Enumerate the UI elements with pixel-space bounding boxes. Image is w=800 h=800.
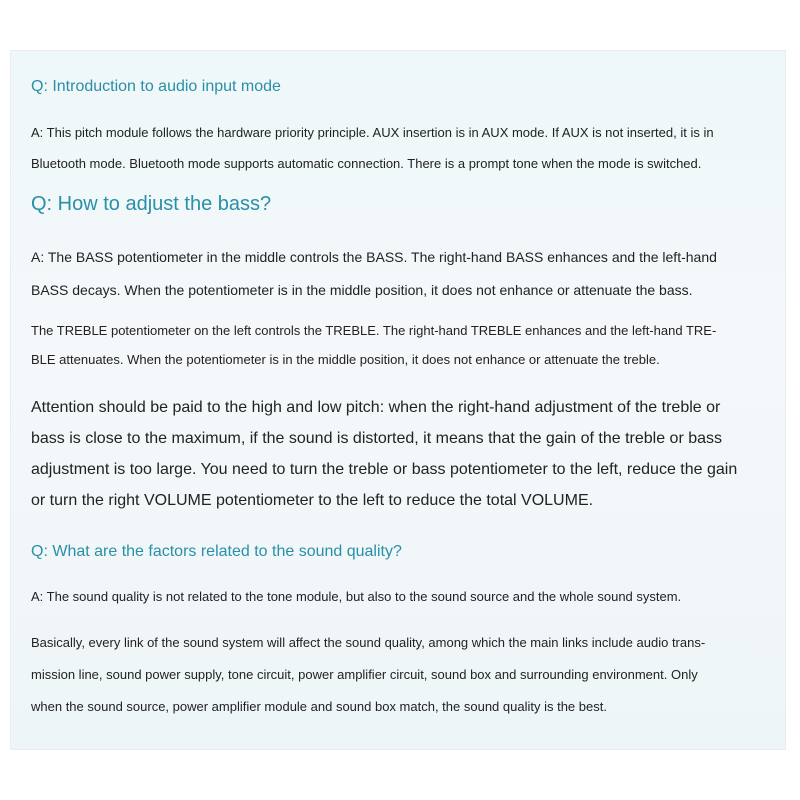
faq-answer-sound-quality [31,587,771,607]
faq-question-bass: Q: How to adjust the bass? [31,193,272,215]
faq-attention-paragraph [31,392,771,516]
faq-question-sound-quality: Q: What are the factors related to the sound quality? [31,543,402,560]
answer-line: A: The sound quality is not related to the tone module, but also to the sound source and the whole sound system. [31,589,682,604]
answer-line: A: This pitch module follows the hardware priority principle. AUX insertion is in AUX mode. If AUX is not inserted, it is in [31,125,714,140]
attention-line: Attention should be paid to the high and low pitch: when the right-hand adjustment of the treble or [31,399,721,416]
answer-line: BASS decays. When the potentiometer is in the middle position, it does not enhance or attenuate the bass. [31,282,693,298]
detail-line: when the sound source, power amplifier module and sound box match, the sound quality is the best. [31,699,607,714]
faq-answer-audio-input [31,117,771,179]
faq-treble-paragraph [31,316,771,374]
faq-detail-paragraph [31,627,771,723]
treble-line: BLE attenuates. When the potentiometer is in the middle position, it does not enhance or attenuate the treble. [31,352,660,367]
detail-line: mission line, sound power supply, tone circuit, power amplifier circuit, sound box and surrounding environment. Only [31,667,698,682]
answer-line: A: The BASS potentiometer in the middle controls the BASS. The right-hand BASS enhances and the left-hand [31,249,717,265]
attention-line: bass is close to the maximum, if the sound is distorted, it means that the gain of the treble or bass [31,430,723,447]
treble-line: The TREBLE potentiometer on the left controls the TREBLE. The right-hand TREBLE enhances and the left-hand TRE- [31,323,717,338]
attention-line: adjustment is too large. You need to turn the treble or bass potentiometer to the left, reduce the gain [31,461,738,478]
detail-line: Basically, every link of the sound system will affect the sound quality, among which the main links include audio trans- [31,635,706,650]
faq-answer-bass [31,241,771,307]
answer-line: Bluetooth mode. Bluetooth mode supports automatic connection. There is a prompt tone when the mode is switched. [31,156,702,171]
faq-question-audio-input: Q: Introduction to audio input mode [31,78,281,95]
attention-line: or turn the right VOLUME potentiometer to the left to reduce the total VOLUME. [31,492,594,509]
